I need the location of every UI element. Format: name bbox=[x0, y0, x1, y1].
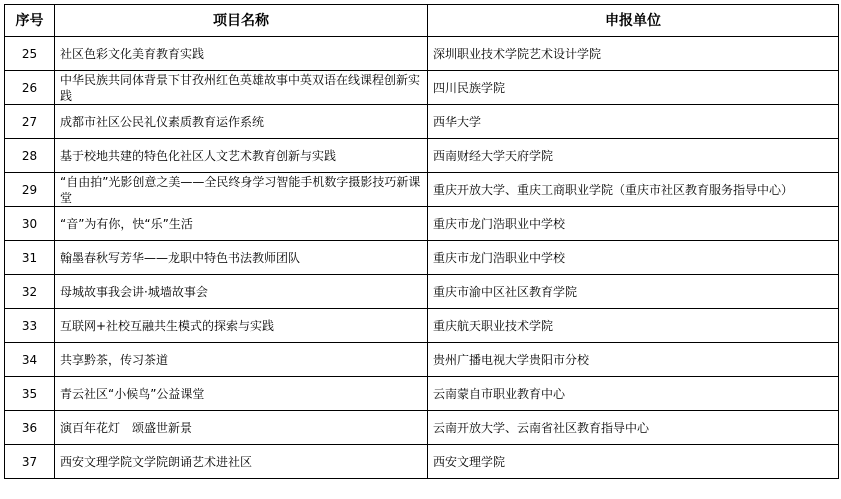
table-row bbox=[5, 377, 839, 411]
row-project: 基于校地共建的特色化社区人文艺术教育创新与实践 bbox=[55, 139, 428, 173]
row-no: 25 bbox=[5, 37, 55, 71]
table-row bbox=[5, 139, 839, 173]
header-unit: 申报单位 bbox=[428, 5, 839, 37]
header-no: 序号 bbox=[5, 5, 55, 37]
row-unit: 深圳职业技术学院艺术设计学院 bbox=[428, 37, 839, 71]
table-row bbox=[5, 37, 839, 71]
row-project: 社区色彩文化美育教育实践 bbox=[55, 37, 428, 71]
row-no: 26 bbox=[5, 71, 55, 105]
row-project: 互联网+社校互融共生模式的探索与实践 bbox=[55, 309, 428, 343]
table-row bbox=[5, 445, 839, 479]
row-project: 演百年花灯 颂盛世新景 bbox=[55, 411, 428, 445]
row-project: 中华民族共同体背景下甘孜州红色英雄故事中英双语在线课程创新实践 bbox=[55, 71, 428, 105]
row-no: 37 bbox=[5, 445, 55, 479]
row-unit: 云南蒙自市职业教育中心 bbox=[428, 377, 839, 411]
row-unit: 重庆开放大学、重庆工商职业学院（重庆市社区教育服务指导中心） bbox=[428, 173, 839, 207]
table-row bbox=[5, 275, 839, 309]
row-unit: 西南财经大学天府学院 bbox=[428, 139, 839, 173]
row-project: 翰墨春秋写芳华——龙职中特色书法教师团队 bbox=[55, 241, 428, 275]
row-unit: 重庆市渝中区社区教育学院 bbox=[428, 275, 839, 309]
row-project: 西安文理学院文学院朗诵艺术进社区 bbox=[55, 445, 428, 479]
header-project: 项目名称 bbox=[55, 5, 428, 37]
row-project: “自由拍”光影创意之美——全民终身学习智能手机数字摄影技巧新课堂 bbox=[55, 173, 428, 207]
table-row bbox=[5, 309, 839, 343]
table-row bbox=[5, 71, 839, 105]
row-no: 29 bbox=[5, 173, 55, 207]
table-row bbox=[5, 207, 839, 241]
row-project: 母城故事我会讲·城墙故事会 bbox=[55, 275, 428, 309]
row-unit: 重庆市龙门浩职业中学校 bbox=[428, 207, 839, 241]
row-unit: 贵州广播电视大学贵阳市分校 bbox=[428, 343, 839, 377]
table-row bbox=[5, 105, 839, 139]
row-no: 27 bbox=[5, 105, 55, 139]
table-row bbox=[5, 241, 839, 275]
table-row bbox=[5, 173, 839, 207]
row-unit: 云南开放大学、云南省社区教育指导中心 bbox=[428, 411, 839, 445]
row-unit: 四川民族学院 bbox=[428, 71, 839, 105]
row-unit: 重庆市龙门浩职业中学校 bbox=[428, 241, 839, 275]
row-no: 30 bbox=[5, 207, 55, 241]
row-no: 34 bbox=[5, 343, 55, 377]
row-project: 青云社区“小候鸟”公益课堂 bbox=[55, 377, 428, 411]
row-no: 35 bbox=[5, 377, 55, 411]
row-no: 31 bbox=[5, 241, 55, 275]
row-no: 36 bbox=[5, 411, 55, 445]
row-no: 28 bbox=[5, 139, 55, 173]
row-unit: 西安文理学院 bbox=[428, 445, 839, 479]
table-row bbox=[5, 411, 839, 445]
row-no: 33 bbox=[5, 309, 55, 343]
table-row bbox=[5, 343, 839, 377]
project-table bbox=[4, 4, 839, 479]
row-project: 成都市社区公民礼仪素质教育运作系统 bbox=[55, 105, 428, 139]
row-unit: 重庆航天职业技术学院 bbox=[428, 309, 839, 343]
table-header-row bbox=[5, 5, 839, 37]
row-unit: 西华大学 bbox=[428, 105, 839, 139]
row-no: 32 bbox=[5, 275, 55, 309]
row-project: “音”为有你，快“乐”生活 bbox=[55, 207, 428, 241]
row-project: 共享黔茶，传习茶道 bbox=[55, 343, 428, 377]
